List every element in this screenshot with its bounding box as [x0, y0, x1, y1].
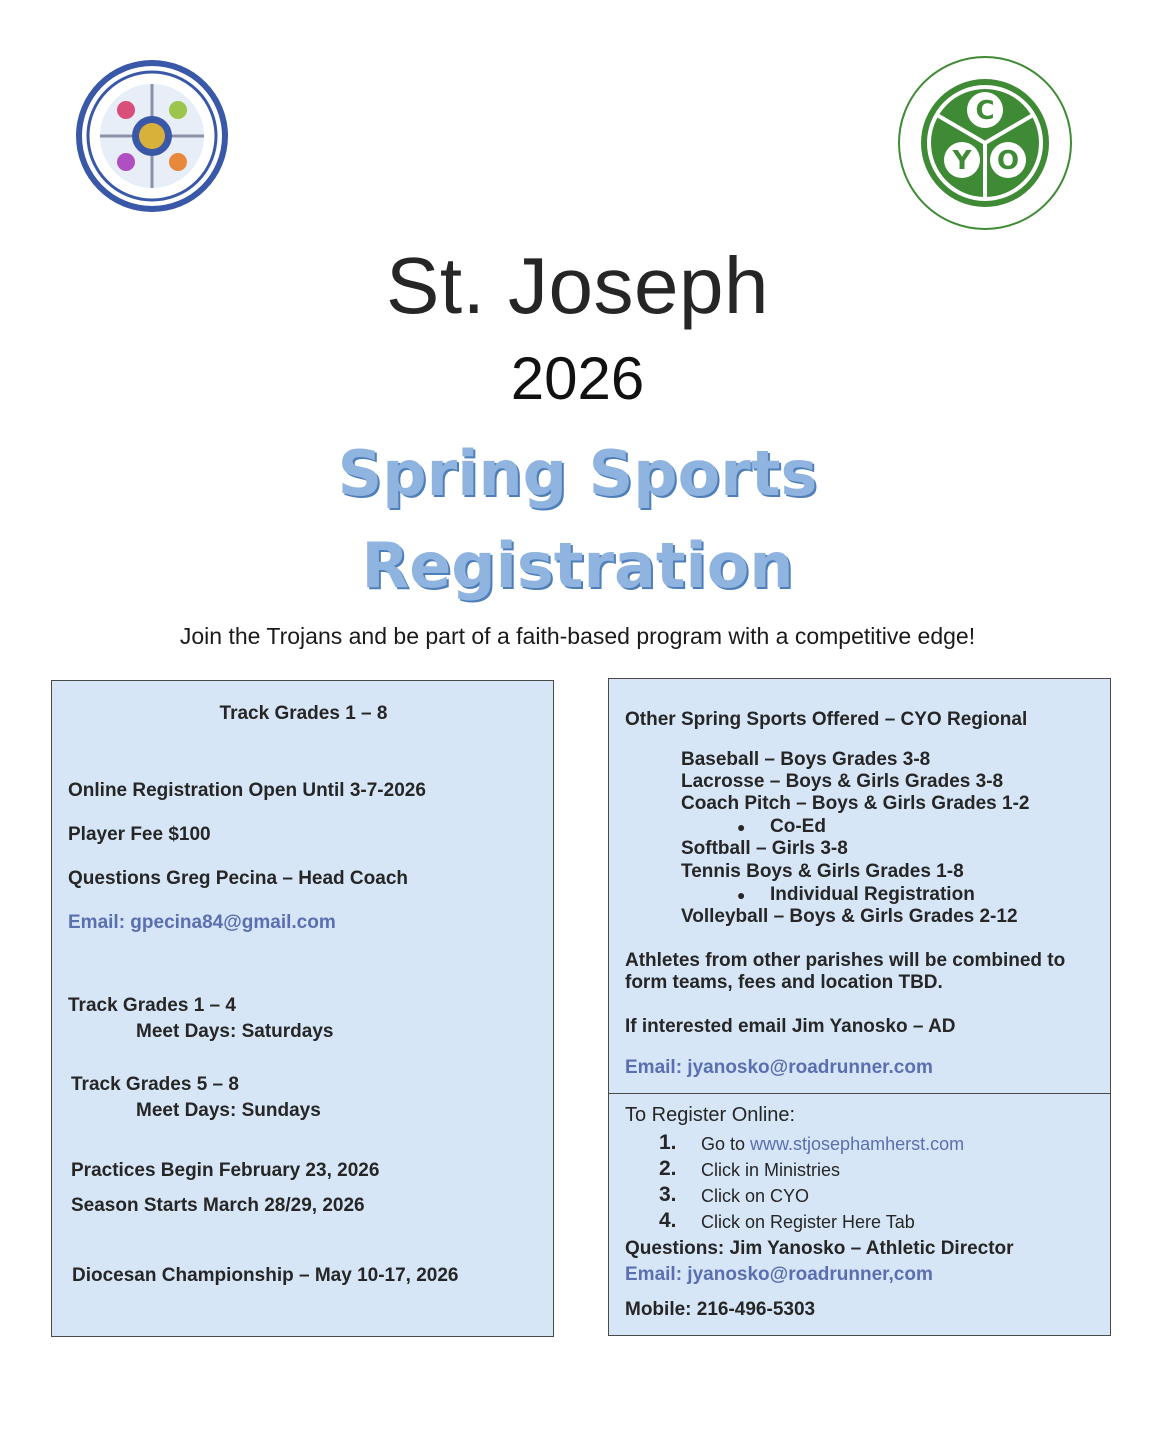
athletic-director-contact: Questions: Jim Yanosko – Athletic Director: [625, 1238, 1014, 1259]
step-number: 2.: [659, 1157, 677, 1180]
bullet-icon: ●: [737, 819, 746, 835]
practices-start: Practices Begin February 23, 2026: [71, 1160, 380, 1181]
cyo-letter-o: O: [996, 146, 1020, 176]
diocesan-championship: Diocesan Championship – May 10-17, 2026: [72, 1265, 459, 1286]
parish-website-link[interactable]: www.stjosephamherst.com: [750, 1134, 965, 1154]
other-sports-heading: Other Spring Sports Offered – CYO Regional: [625, 709, 1028, 730]
diocese-seal-logo: [74, 58, 230, 214]
step-text: Go to: [701, 1134, 751, 1154]
register-heading: To Register Online:: [625, 1104, 796, 1126]
registration-deadline: Online Registration Open Until 3-7-2026: [68, 780, 426, 801]
subtitle-spring-sports: Spring Sports: [337, 437, 818, 510]
ad-email-link[interactable]: Email: jyanosko@roadrunner.com: [625, 1057, 933, 1078]
coach-email-link[interactable]: Email: gpecina84@gmail.com: [68, 912, 336, 933]
ad-contact: If interested email Jim Yanosko – AD: [625, 1016, 956, 1037]
sport-item: Baseball – Boys Grades 3-8: [681, 749, 931, 770]
mobile-number: Mobile: 216-496-5303: [625, 1299, 816, 1320]
step-4: Click on Register Here Tab: [701, 1212, 915, 1232]
bullet-icon: ●: [737, 887, 746, 903]
tagline: Join the Trojans and be part of a faith-based program with a competitive edge!: [179, 623, 976, 649]
step-number: 4.: [659, 1209, 677, 1232]
page-year: 2026: [510, 345, 645, 412]
step-3: Click on CYO: [701, 1186, 810, 1206]
cyo-logo: [896, 54, 1074, 232]
group2-meet-days: Meet Days: Sundays: [136, 1100, 321, 1121]
combined-teams-note: Athletes from other parishes will be combined to: [625, 950, 1066, 971]
sport-item: Volleyball – Boys & Girls Grades 2-12: [681, 906, 1018, 927]
track-panel: [51, 680, 554, 1337]
group2-title: Track Grades 5 – 8: [71, 1074, 239, 1095]
other-sports-panel: [608, 678, 1111, 1093]
group1-meet-days: Meet Days: Saturdays: [136, 1021, 334, 1042]
cyo-letter-c: C: [975, 96, 995, 126]
group1-title: Track Grades 1 – 4: [68, 995, 236, 1016]
track-heading: Track Grades 1 – 8: [219, 703, 388, 724]
sport-item: Coach Pitch – Boys & Girls Grades 1-2: [681, 793, 1030, 814]
register-online-panel: [608, 1093, 1111, 1336]
sport-sub-item: Individual Registration: [770, 884, 975, 905]
step-number: 1.: [659, 1131, 677, 1154]
season-start: Season Starts March 28/29, 2026: [71, 1195, 365, 1216]
player-fee: Player Fee $100: [68, 824, 211, 845]
subtitle-registration: Registration: [361, 529, 794, 602]
step-number: 3.: [659, 1183, 677, 1206]
athletic-director-email-link[interactable]: Email: jyanosko@roadrunner,com: [625, 1264, 933, 1285]
head-coach-contact: Questions Greg Pecina – Head Coach: [68, 868, 408, 889]
sport-sub-item: Co-Ed: [770, 816, 826, 837]
sport-item: Lacrosse – Boys & Girls Grades 3-8: [681, 771, 1004, 792]
sport-item: Softball – Girls 3-8: [681, 838, 848, 859]
combined-teams-note-2: form teams, fees and location TBD.: [625, 972, 943, 993]
page-title: St. Joseph: [385, 241, 769, 330]
sport-item: Tennis Boys & Girls Grades 1-8: [681, 861, 964, 882]
cyo-letter-y: Y: [952, 146, 972, 176]
step-2: Click in Ministries: [701, 1160, 841, 1180]
step-1: [701, 1132, 964, 1156]
